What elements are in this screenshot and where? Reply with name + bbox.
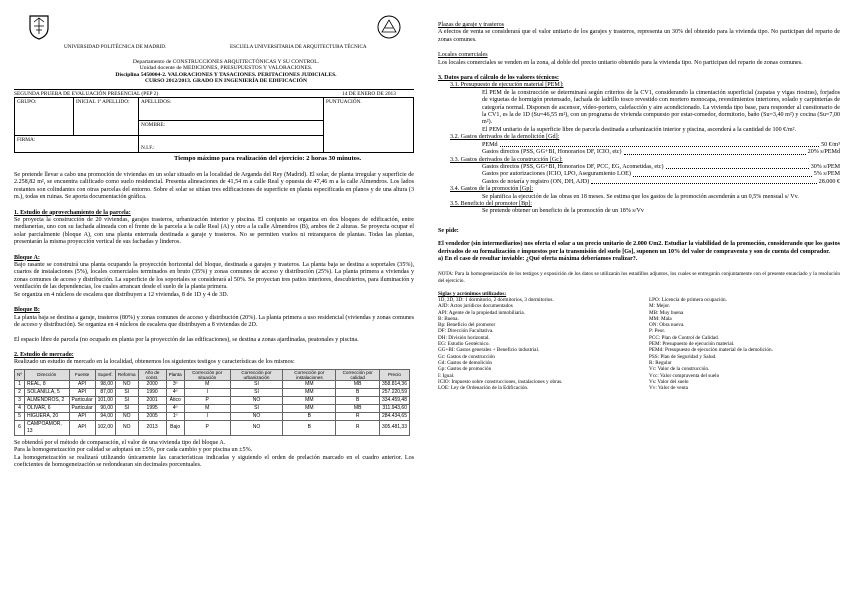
student-form [14,97,414,153]
table-cell: 284.434,65 [379,412,409,420]
table-row [15,404,410,412]
garages-paragraph: A efectos de venta se considerará que el valor unitario de los garajes y trasteros, representa un 30% del obtenido para la vivienda tipo. No participan del reparto de zonas comunes. [438,29,840,43]
nif-label: N.I.F.: [141,145,155,151]
surnames-label: APELLIDOS: [141,99,172,105]
section-3-4-title: 3.4. Gastos de la promoción [Gp]: [450,186,534,193]
table-cell: 2001 [138,396,166,404]
table-cell: Particular [69,396,95,404]
table-cell: API [69,388,95,396]
table-cell: 1990 [138,388,166,396]
block-b-paragraph: La planta baja se destina a garaje, trasteros (80%) y zonas comunes de acceso y distribución (20%). La planta primera a uso residencial (viviendas y zonas comunes de acceso y distribución). Se organiza en 4 núcleos de escalera que distribuyen a 8 viviendas de 2D. [14,314,414,328]
block-a-title: Bloque A: [14,254,40,261]
right-column [438,0,840,600]
market-col-header: Corrección por calidad [336,369,380,380]
initial-label: INICIAL 1º APELLIDO: [76,99,130,105]
table-cell: 2000 [138,380,166,388]
market-col-header: Dirección [25,369,70,380]
acronyms-right [629,297,840,391]
list-item: Vs: Valor del suelo [649,378,689,385]
market-col-header: Reforma [115,369,138,380]
table-cell: P [184,420,230,435]
university-crest-icon [28,14,50,40]
table-row [15,388,410,396]
table-cell: 2005 [138,412,166,420]
university-name: UNIVERSIDAD POLITÉCNICA DE MADRID. [64,44,167,50]
commercial-paragraph: Los locales comerciales se venden en la zona, al doble del precio unitario obtenido para la vivienda tipo. No participan del reparto de zonas comunes. [438,59,803,66]
table-cell: I [184,388,230,396]
demolition-pem-row: PEMd 50 €/m³ [482,141,840,148]
left-body [14,172,414,470]
market-col-header: Fuente [69,369,95,380]
asks-title: Se pide: [438,227,459,234]
table-cell: B [283,420,336,435]
market-table [14,369,410,436]
score-label: PUNTUACIÓN. [326,99,362,105]
list-item: PEM: Presupuesto de ejecución material. [649,341,735,348]
table-cell: CAMPOAMOR, 13 [25,420,70,435]
table-cell: SI [230,380,283,388]
list-item: Vv: Valor de venta [649,385,688,392]
table-cell: 311.943,60 [379,404,409,412]
table-cell: R [336,420,380,435]
name-label: NOMBRE: [141,122,166,128]
section-2-p2: Para la homogeneización por calidad se adoptará un ±5%, por cada cambio y por piscina un ±5%. [14,447,253,454]
table-cell: 90,00 [95,404,115,412]
table-cell: 2 [15,388,25,396]
exam-title: SEGUNDA PRUEBA DE EVALUACIÓN PRESENCIAL (PEP 2) [14,91,159,97]
table-cell: 98,00 [95,380,115,388]
market-col-header: Precio [379,369,409,380]
commercial-title: Locales comerciales [438,52,488,59]
section-1-paragraph: Se proyecta la construcción de 20 viviendas, garajes trasteros, urbanización interior y piscina. El conjunto se organiza en dos bloques de edificación, entre medianerías, uno con su fachada alineada con el frente de la parcela a la calle Real (A) y otro a la calle Almendros (B), ambos de 2 alturas. Se proyecta ocupar el solar parcialmente (bloque A), con una planta enterrada destinada a garaje y trasteros. No se permiten vuelos ni retranqueos de plantas. Todas las plantas, presentarán la misma proyección vertical de sus fachadas y linderos. [14,217,414,246]
list-item: ICIO: Impuesto sobre construcciones, instalaciones y obras. [438,378,563,385]
subject-line: Disciplina 5450004-2. VALORACIONES Y TASACIONES. PERITACIONES JUDICIALES. [115,71,337,78]
table-cell: M [184,380,230,388]
construction-notary-row: Gastos de notaría y registro (ON, DH, AJD) 28.000 € [482,178,840,185]
section-2-p3: La homogeneización se realizará utilizando únicamente las características indicadas y siguiendo el orden de prelación marcado en el cuadro anterior. Los coeficientes de homogeneización se redondearan sin decimales porcentuales. [14,454,414,469]
list-item: Bp: Beneficio del promotor [438,322,496,329]
table-cell: NO [115,380,138,388]
dept-line-1: Departamento de CONSTRUCCIONES ARQUITECTÓNICAS Y SU CONTROL. [132,59,320,65]
table-row [15,396,410,404]
table-cell: OLIVAR, 6 [25,404,70,412]
table-row [15,420,410,435]
list-item: LPO: Licencia de primera ocupación. [649,296,727,303]
table-cell: M [184,404,230,412]
table-cell: MB [336,404,380,412]
table-cell: Bajo [166,420,184,435]
list-item: MB: Muy buena [649,309,684,316]
table-cell: Particular [69,404,95,412]
list-item: B: Buena. [438,315,459,322]
left-column [14,0,422,600]
section-3-title: 3. Datos para el cálculo de los valores técnicos: [438,75,559,82]
table-cell: 4º [166,388,184,396]
table-row [15,380,410,388]
section-3-4-text: Se planifica la ejecución de las obras en 18 meses. Se estima que los gastos de la promoción ascenderán a un 0,5% mensual s/ Vv. [482,193,799,200]
table-cell: B [336,388,380,396]
table-cell: 1º [166,412,184,420]
table-cell: P [184,396,230,404]
table-cell: API [69,412,95,420]
table-cell: B [336,396,380,404]
list-item: AJD: Actos jurídicos documentados [438,303,513,310]
course-line: CURSO 2012/2013. GRADO EN INGENIERÍA DE EDIFICACIÓN [144,77,308,84]
construction-permits-row: Gastos por autorizaciones (ICIO, LPO, Aseguramiento LOE) 5% s/PEM [482,171,840,178]
block-b-title: Bloque B: [14,307,40,314]
market-col-header: Año de const. [138,369,166,380]
section-3-1-title: 3.1. Presupuesto de ejecución material [PEM]: [450,82,564,89]
table-cell: NO [230,420,283,435]
table-cell: 102,00 [95,420,115,435]
market-col-header: Corrección por instalaciones [283,369,336,380]
list-item: Vcc: Valor compraventa del suelo [649,372,720,379]
asks-paragraph: El vendedor (sin intermediarios) nos oferta el solar a un precio unitario de 2.000 €/m2. Estudiar la viabilidad de la promoción, considerando que los gastos derivados de su formalización e impuestos por la transmisión del suelo [Gs], suponen un 10% del valor de compraventa y son de cuenta del comprador. [438,241,840,255]
section-3-1-text-2: El PEM unitario de la superficie libre de parcela destinada a urbanización interior y piscina, ascenderá a la cantidad de 100 €/m². [482,126,797,133]
school-name: ESCUELA UNIVERSITARIA DE ARQUITECTURA TÉCNICA [230,44,367,50]
acronyms-title: Siglas y acrónimos utilizados: [438,290,507,297]
section-3-5-title: 3.5. Beneficio del promotor [Bp]: [450,200,532,207]
section-3-5-text: Se pretende obtener un beneficio de la promoción de un 18% s/Vv [482,208,644,215]
table-cell: 3º [166,380,184,388]
market-col-header: Planta [166,369,184,380]
table-cell: 1 [15,380,25,388]
table-cell: 94,00 [95,412,115,420]
note-paragraph: NOTA: Para la homogeneización de los testigos y exposición de los datos se utilizarán los estadillos adjuntos, los cuales se entregarán conjuntamente con el presente enunciado y la resolución del ejercicio. [438,271,840,284]
table-cell: 257.220,59 [379,388,409,396]
list-item: Gd: Gastos de demolición [438,359,493,366]
table-cell: 358.814,36 [379,380,409,388]
exam-title-row [14,89,414,97]
table-cell: SI [230,388,283,396]
market-col-header: Corrección por urbanización [230,369,283,380]
table-cell: 6 [15,420,25,435]
list-item: PCC: Plan de Control de Calidad. [649,334,720,341]
construction-direct-row: Gastos directos (PSS, GG+BI, Honorarios DF, PCC, EG, Acometidas, etc) 30% s/PEM [482,163,840,170]
demolition-direct-row: Gastos directos (PSS, GG+BI, Honorarios DF, ICIO, etc) 20% s/PEMd [482,149,840,156]
dept-line-2: Unidad docente de MEDICIONES, PRESUPUESTOS Y VALORACIONES. [139,65,313,72]
table-cell: MM [283,404,336,412]
list-item: M: Mejor. [649,303,671,310]
table-cell: MM [283,396,336,404]
section-2-p1: Se obtendrá por el método de comparación, el valor de una vivienda tipo del bloque A. [14,439,226,446]
table-cell: I [184,412,230,420]
list-item: P: Peor. [649,328,666,335]
list-item: API: Agente de la propiedad inmobiliaria. [438,309,526,316]
section-2-intro: Realizado un estudio de mercado en la localidad, obtenemos los siguientes testigos y características de los mismos: [14,359,295,366]
block-a-paragraph: Bajo rasante se construirá una planta ocupando la proyección horizontal del bloque, destinada a garajes y trasteros. La planta baja se destina a soportales (35%), cuartos de instalaciones (5%), locales comerciales terminados en bruto (35%) y zonas comunes de acceso y distribución (25%). La planta primera a viviendas y zonas comunes de acceso y distribución. La superficie de los soportales se considerará al 50%. Se proyectan tres patios interiores, descubiertos, para iluminación y ventilación de las dependencias, los cuales arrancan desde el suelo de la planta primera. [14,262,414,291]
table-cell: R [336,412,380,420]
table-cell: Ático [166,396,184,404]
section-3-1-text: El PEM de la construcción se determinará según criterios de la CV1, considerando la cimentación superficial (zapatas y vigas riostras), forjados de viguetas de hormigón pretensado, fachada de ladrillo tosco revestido con mortero monocapa, revestimientos interiores, solado y carpinterías de categoría normal. Disponen de ascensor, vídeo-portero, calefacción y aire acondicionado. La vivienda tipo base, para responder al cuestionario de la CV1, es la de 1D (Su=46,55 m²), con un programa de vivienda compuesto por estar-comedor, dormitorio, baño (Su=3,40 m²) y cocina (Su=7,00 m²). [482,89,840,126]
block-a-paragraph-2: Se organiza en 4 núcleos de escalera que distribuyen a 12 viviendas, 8 de 1D y 4 de 3D. [14,291,229,298]
table-cell: MM [283,380,336,388]
list-item: EG: Estudio Geotécnico. [438,341,490,348]
market-table-header [15,369,410,380]
section-1-title: 1. Estudio de aprovechamiento de la parcela: [14,209,131,216]
table-cell: SI [115,388,138,396]
list-item: 1D, 2D, 3D: 1 dormitorio, 2 dormitorios, 3 dormitorios. [438,296,554,303]
table-cell: 101,00 [95,396,115,404]
table-cell: 4º [166,404,184,412]
garages-title: Plazas de garaje y trasteros [438,22,504,28]
table-cell: 305.481,33 [379,420,409,435]
table-cell: SI [230,404,283,412]
table-cell: 2013 [138,420,166,435]
section-3-3-title: 3.3. Gastos derivados de la construcción [Gc]: [450,156,563,163]
list-item: MM: Mala [649,315,672,322]
list-item: DH: División horizontal. [438,334,490,341]
list-item: Gc: Gastos de construcción [438,353,495,360]
list-item: R: Regular [649,359,672,366]
list-item: Vc: Valor de la construcción. [649,366,710,373]
intro-paragraph: Se pretende llevar a cabo una promoción de viviendas en un solar situado en la localidad de Arganda del Rey (Madrid). El solar, de planta irregular y superficie de 2.258,82 m², se encuentra calificado como suelo residencial. Presenta alineaciones de 41,54 m a calle Real y opuesta de 47,46 m a la calle Almendros. Los lados restantes son colindantes con otras parcelas del entorno. Sobre el solar se sitúan tres edificaciones de superficie en planta especificada en planos y de una altura (3 m.), todas en ruinas. Se aporta documentación gráfica. [14,172,414,201]
department-block [84,59,368,84]
signature-label: FIRMA: [17,137,36,143]
market-col-header: Nº [15,369,25,380]
ask-a: a) En el caso de resultar inviable: ¿Qué oferta máxima deberíamos realizar?. [438,255,638,262]
list-item: GG+BI: Gastos generales + Beneficio industrial. [438,347,540,354]
list-item: ON: Obra nueva. [649,322,685,329]
table-cell: B [283,412,336,420]
table-cell: REAL, 8 [25,380,70,388]
table-row [15,412,410,420]
acronyms-list [438,297,840,391]
school-crest-icon [374,14,404,40]
table-cell: 3 [15,396,25,404]
table-cell: NO [230,396,283,404]
table-cell: HIGUERA, 20 [25,412,70,420]
section-2-title: 2. Estudio de mercado: [14,351,74,358]
market-col-header: Superf. [95,369,115,380]
section-3-2-title: 3.2. Gastos derivados de la demolición [Gd]: [450,134,560,141]
table-cell: NO [115,412,138,420]
list-item: LOE: Ley de Ordenación de la Edificación. [438,385,529,392]
list-item: PEMd: Presupuesto de ejecución material de la demolición. [649,347,773,354]
free-space-paragraph: El espacio libre de parcela (no ocupado en planta por la proyección de las edificaciones), se destina a zonas ajardinadas, peatonales y piscina. [14,337,359,344]
market-col-header: Corrección por situación [184,369,230,380]
right-body [438,22,840,391]
table-cell: SI [115,404,138,412]
table-cell: API [69,380,95,388]
table-cell: NO [115,420,138,435]
table-cell: MM [283,388,336,396]
table-cell: 4 [15,404,25,412]
table-cell: 5 [15,412,25,420]
list-item: I: Igual. [438,372,455,379]
acronyms-left [438,297,629,391]
list-item: PSS: Plan de Seguridad y Salud. [649,353,717,360]
table-cell: MB [336,380,380,388]
table-cell: 1995 [138,404,166,412]
exam-date: 14 DE ENERO DE 2013 [342,91,396,97]
table-cell: NO [230,412,283,420]
list-item: Gp: Gastos de promoción [438,366,492,373]
table-cell: 334.459,48 [379,396,409,404]
time-limit: Tiempo máximo para realización del ejercicio: 2 horas 30 minutos. [174,155,362,162]
table-cell: API [69,420,95,435]
list-item: DF: Dirección Facultativa. [438,328,494,335]
group-label: GRUPO: [17,99,37,105]
table-cell: ALMENDROS, 2 [25,396,70,404]
table-cell: SI [115,396,138,404]
table-cell: SOLANILLA, 5 [25,388,70,396]
table-cell: 87,00 [95,388,115,396]
